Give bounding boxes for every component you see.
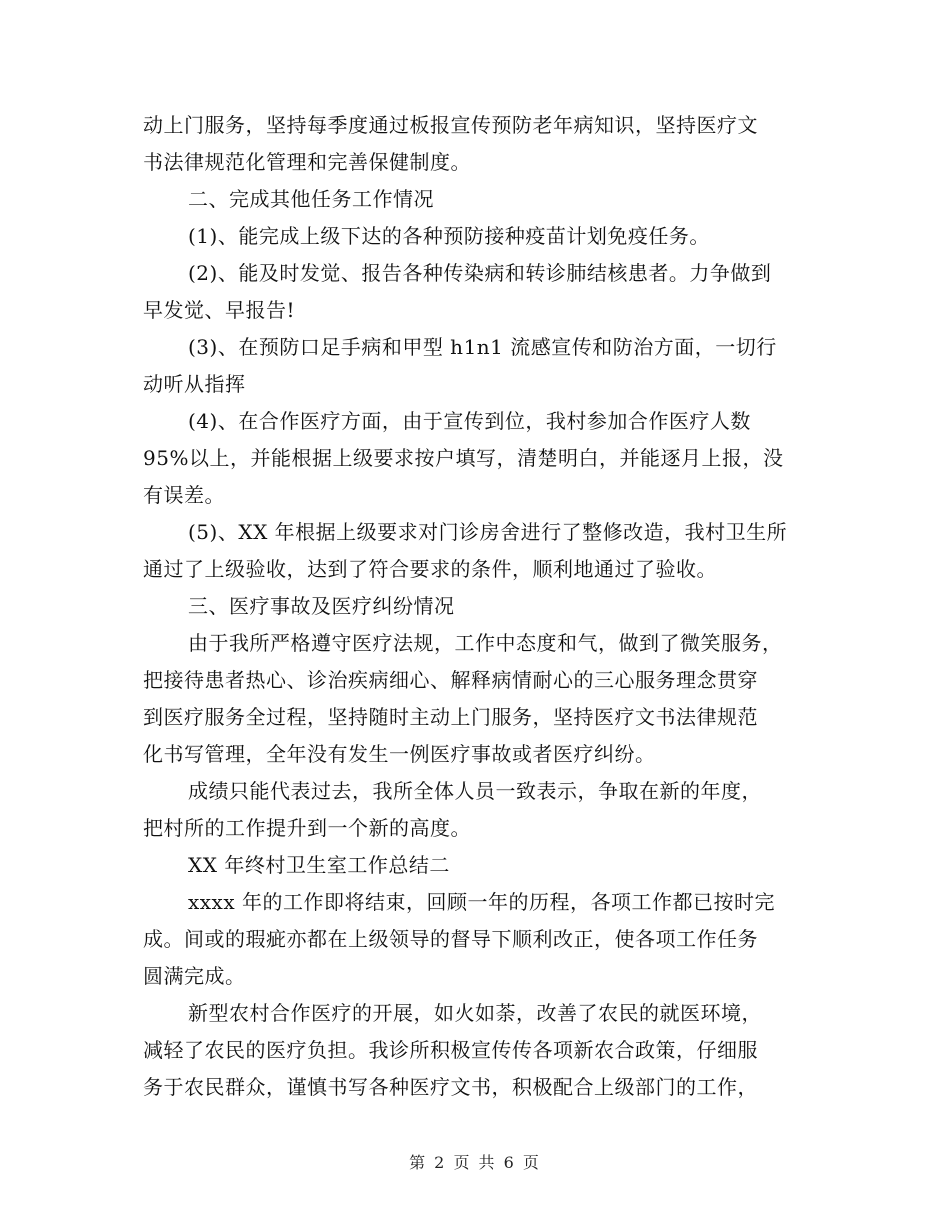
section-heading: 三、医疗事故及医疗纠纷情况	[188, 594, 455, 618]
text-line: 新型农村合作医疗的开展，如火如荼，改善了农民的就医环境，	[188, 1001, 762, 1025]
section-heading: 二、完成其他任务工作情况	[188, 187, 434, 211]
text-line: 通过了上级验收，达到了符合要求的条件，顺利地通过了验收。	[143, 557, 717, 581]
text-line: 到医疗服务全过程，坚持随时主动上门服务，坚持医疗文书法律规范	[143, 705, 758, 729]
text-line: 成绩只能代表过去，我所全体人员一致表示，争取在新的年度，	[188, 779, 762, 803]
text-line: 早发觉、早报告!	[143, 298, 296, 322]
document-body	[143, 107, 813, 1106]
text-line: 动听从指挥	[143, 372, 246, 396]
text-line: (2)、能及时发觉、报告各种传染病和转诊肺结核患者。力争做到	[188, 261, 772, 285]
text-line: 95%以上，并能根据上级要求按户填写，清楚明白，并能逐月上报，没	[143, 446, 784, 470]
text-line: xxxx 年的工作即将结束，回顾一年的历程，各项工作都已按时完	[188, 890, 775, 914]
text-line: (5)、XX 年根据上级要求对门诊房舍进行了整修改造，我村卫生所	[188, 520, 788, 544]
text-line: (1)、能完成上级下达的各种预防接种疫苗计划免疫任务。	[188, 224, 710, 248]
page-number-footer: 第 2 页 共 6 页	[409, 1153, 541, 1172]
text-line: 动上门服务，坚持每季度通过板报宣传预防老年病知识，坚持医疗文	[143, 113, 758, 137]
text-line: (3)、在预防口足手病和甲型 h1n1 流感宣传和防治方面，一切行	[188, 335, 777, 359]
text-line: 把村所的工作提升到一个新的高度。	[143, 816, 471, 840]
text-line: 有误差。	[143, 483, 225, 507]
text-line: 把接待患者热心、诊治疾病细心、解释病情耐心的三心服务理念贯穿	[143, 668, 758, 692]
text-line: 由于我所严格遵守医疗法规，工作中态度和气，做到了微笑服务，	[188, 631, 783, 655]
text-line: 务于农民群众，谨慎书写各种医疗文书，积极配合上级部门的工作，	[143, 1075, 758, 1099]
text-line: 圆满完成。	[143, 964, 246, 988]
text-line: 化书写管理，全年没有发生一例医疗事故或者医疗纠纷。	[143, 742, 656, 766]
text-line: 书法律规范化管理和完善保健制度。	[143, 150, 471, 174]
text-line: (4)、在合作医疗方面，由于宣传到位，我村参加合作医疗人数	[188, 409, 751, 433]
document-subtitle: XX 年终村卫生室工作总结二	[188, 853, 450, 877]
text-line: 成。间或的瑕疵亦都在上级领导的督导下顺利改正，使各项工作任务	[143, 927, 758, 951]
text-line: 减轻了农民的医疗负担。我诊所积极宣传传各项新农合政策，仔细服	[143, 1038, 758, 1062]
